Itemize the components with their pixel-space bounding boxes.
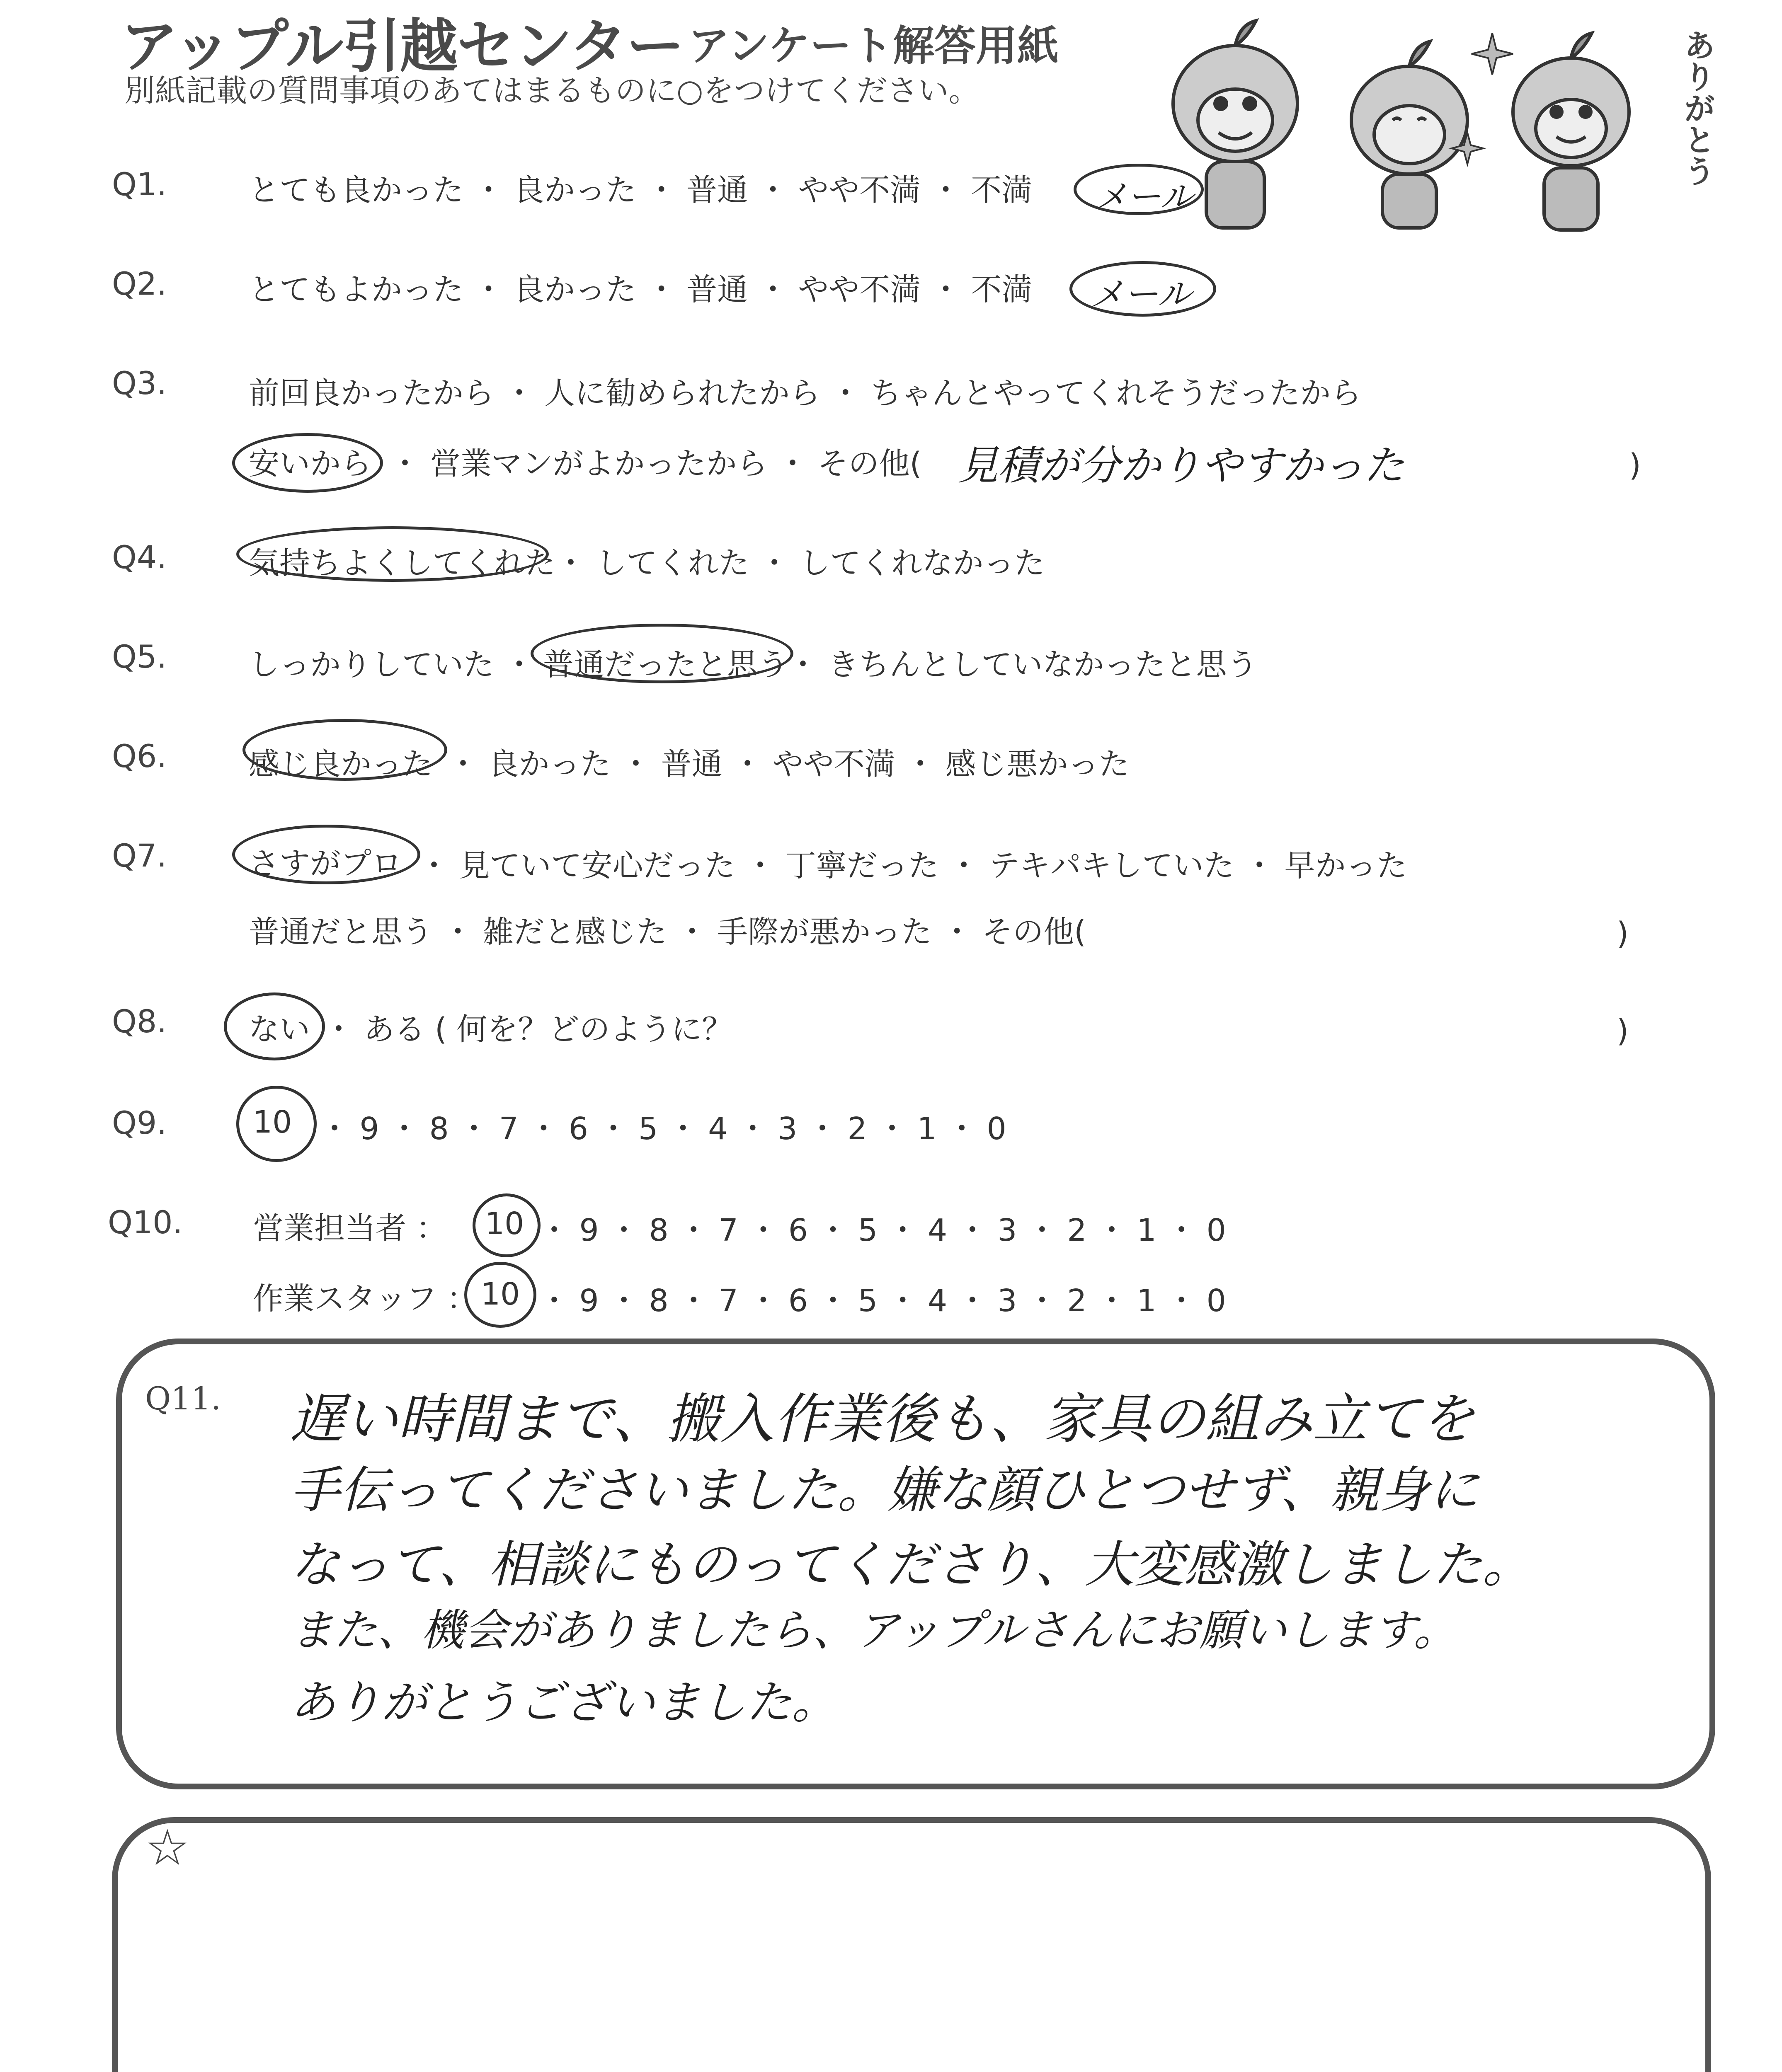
q8-label: Q8.: [112, 1003, 167, 1040]
q10-sales-answer[interactable]: 10: [485, 1206, 524, 1242]
free-comment-box[interactable]: [112, 1817, 1711, 2072]
q5-rest[interactable]: ・ きちんとしていなかったと思う: [788, 647, 1258, 683]
q9-label: Q9.: [112, 1104, 167, 1141]
thanks-vertical-text: ありがとう: [1679, 29, 1716, 186]
star-icon: ☆: [145, 1819, 190, 1877]
q6-option-good-feeling[interactable]: 感じ良かった: [249, 746, 433, 782]
q10-staff-rest[interactable]: ・ 9 ・ 8 ・ 7 ・ 6 ・ 5 ・ 4 ・ 3 ・ 2 ・ 1 ・ 0: [539, 1283, 1226, 1319]
q7-close-paren: ): [1617, 916, 1629, 951]
q9-rest[interactable]: ・ 9 ・ 8 ・ 7 ・ 6 ・ 5 ・ 4 ・ 3 ・ 2 ・ 1 ・ 0: [319, 1111, 1006, 1147]
q10-staff-label: 作業スタッフ ：: [253, 1281, 478, 1317]
q4-option-pleasant[interactable]: 気持ちよくしてくれた: [249, 545, 555, 581]
q3-other-answer[interactable]: 見積が分かりやすかった: [958, 442, 1405, 489]
q7-line2[interactable]: 普通だと思う ・ 雑だと感じた ・ 手際が悪かった ・ その他(: [249, 914, 1086, 950]
q2-answer[interactable]: メール: [1090, 275, 1192, 314]
q5-pre[interactable]: しっかりしていた ・: [249, 647, 535, 683]
q5-option-normal[interactable]: 普通だったと思う: [543, 647, 788, 683]
q6-rest[interactable]: ・ 良かった ・ 普通 ・ やや不満 ・ 感じ悪かった: [448, 746, 1130, 782]
instruction-text: 別紙記載の質問事項のあてはまるものに○をつけてください。: [124, 73, 979, 109]
q3-line1[interactable]: 前回良かったから ・ 人に勧められたから ・ ちゃんとやってくれそうだったから: [249, 375, 1362, 411]
q7-rest[interactable]: ・ 見ていて安心だった ・ 丁寧だった ・ テキパキしていた ・ 早かった: [419, 848, 1407, 884]
q2-label: Q2.: [112, 265, 167, 302]
q3-option-cheap[interactable]: 安いから: [249, 446, 371, 482]
q10-sales-rest[interactable]: ・ 9 ・ 8 ・ 7 ・ 6 ・ 5 ・ 4 ・ 3 ・ 2 ・ 1 ・ 0: [539, 1213, 1226, 1248]
q7-label: Q7.: [112, 837, 167, 874]
q3-close-paren: ): [1629, 448, 1641, 483]
q3-label: Q3.: [112, 365, 167, 402]
q4-rest[interactable]: ・ してくれた ・ してくれなかった: [555, 545, 1045, 581]
q11-line-5: ありがとうございました。: [290, 1676, 837, 1729]
q11-handwritten-answer[interactable]: [290, 1376, 1658, 1736]
q8-rest[interactable]: ・ ある ( 何を？どのように？: [323, 1012, 733, 1047]
q1-answer[interactable]: メール: [1094, 177, 1193, 216]
q10-label: Q10.: [108, 1204, 183, 1241]
monkey-mascots-illustration: [1152, 8, 1708, 240]
q9-option-10[interactable]: 10: [253, 1104, 292, 1140]
q5-label: Q5.: [112, 638, 167, 675]
q3-line2[interactable]: ・ 営業マンがよかったから ・ その他(: [390, 446, 922, 482]
q11-line-3: なって、相談にものってくださり、大変感激しました。: [290, 1536, 1532, 1594]
q8-close-paren: ): [1617, 1013, 1629, 1049]
q11-line-4: また、機会がありましたら、アップルさんにお願いします。: [290, 1605, 1457, 1656]
q2-options[interactable]: とてもよかった ・ 良かった ・ 普通 ・ やや不満 ・ 不満: [249, 272, 1033, 307]
q1-label: Q1.: [112, 166, 167, 203]
q8-option-none[interactable]: ない: [249, 1012, 310, 1047]
q11-line-2: 手伝ってくださいました。嫌な顔ひとつせず、親身に: [290, 1462, 1479, 1519]
q10-sales-label: 営業担当者 ：: [253, 1210, 447, 1246]
q4-label: Q4.: [112, 539, 167, 576]
q10-staff-answer[interactable]: 10: [481, 1276, 520, 1312]
q6-label: Q6.: [112, 738, 167, 775]
q11-line-1: 遅い時間まで、搬入作業後も、家具の組み立てを: [290, 1387, 1475, 1450]
q1-options[interactable]: とても良かった ・ 良かった ・ 普通 ・ やや不満 ・ 不満: [249, 172, 1033, 208]
survey-subtitle: アンケート解答用紙: [688, 22, 1059, 70]
q7-option-pro[interactable]: さすがプロ: [249, 846, 402, 881]
q11-label: Q11.: [145, 1380, 221, 1417]
survey-title: アップル引越センター: [120, 13, 684, 80]
